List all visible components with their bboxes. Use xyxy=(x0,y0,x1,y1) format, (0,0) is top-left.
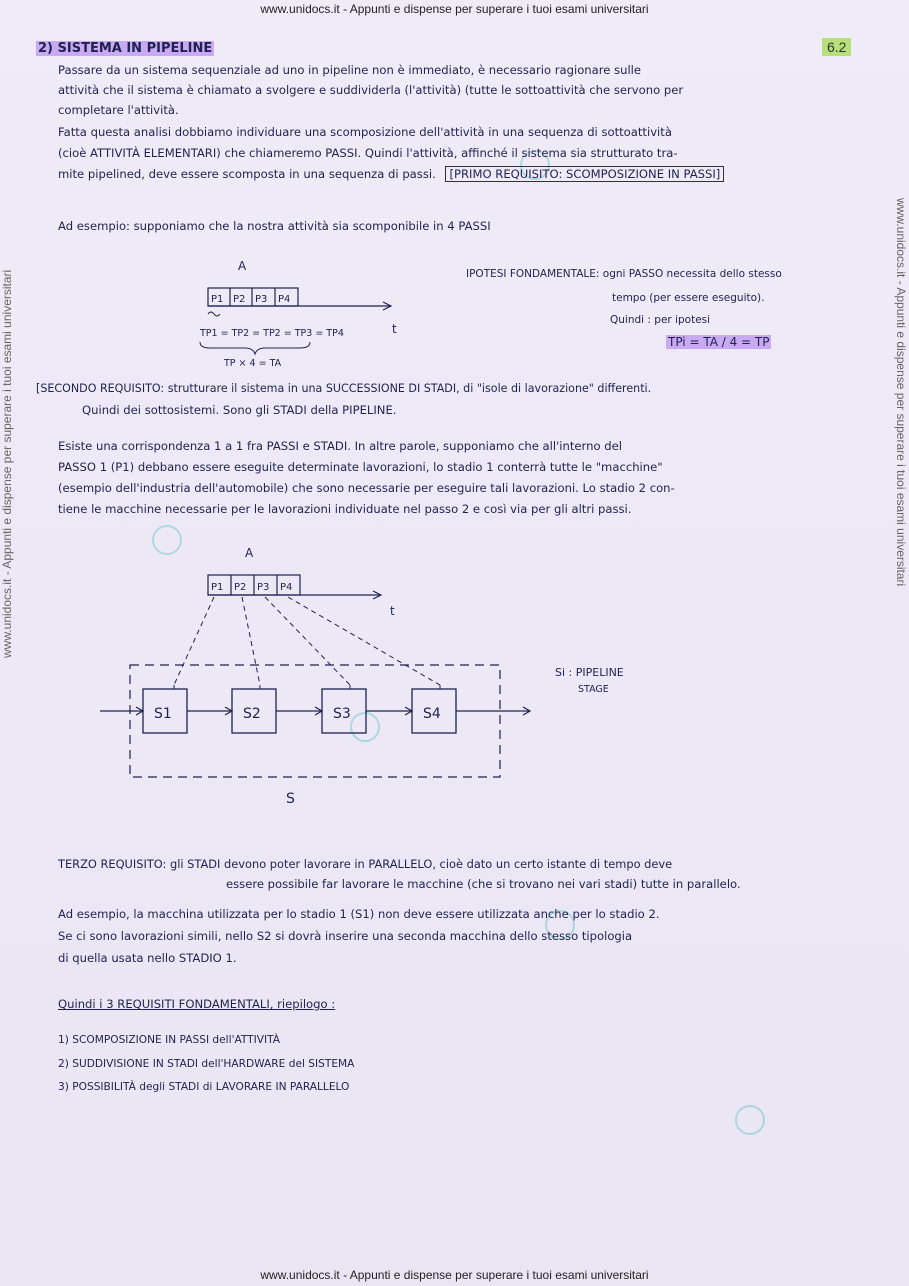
stage-label: S4 xyxy=(423,706,441,722)
summary-item-1: 1) SCOMPOSIZIONE IN PASSI dell'ATTIVITÀ xyxy=(58,1034,281,1046)
stage-label: S1 xyxy=(154,706,172,722)
activity-label: A xyxy=(238,259,247,273)
intro-line-3: completare l'attività. xyxy=(58,103,179,117)
parallel-example-line-3: di quella usata nello STADIO 1. xyxy=(58,951,237,965)
analysis-line-1: Fatta questa analisi dobbiamo individuare una scomposizione dell'attività in una sequenza di sottoattività xyxy=(58,125,672,139)
requirement3-line-2: essere possibile far lavorare le macchine (che si trovano nei vari stadi) tutte in parallelo. xyxy=(226,877,741,891)
correspondence-line-2: PASSO 1 (P1) debbano essere eseguite determinate lavorazioni, lo stadio 1 conterrà tutte le "macchine" xyxy=(58,460,663,474)
pass-label: P2 xyxy=(233,294,246,305)
section-title xyxy=(36,40,214,57)
system-label: S xyxy=(286,791,295,807)
summary-item-3: 3) POSSIBILITÀ degli STADI di LAVORARE IN PARALLELO xyxy=(58,1081,350,1093)
parallel-example-line-1: Ad esempio, la macchina utilizzata per lo stadio 1 (S1) non deve essere utilizzata anche per lo stadio 2. xyxy=(58,907,660,921)
equal-times-equation: TP1 = TP2 = TP2 = TP3 = TP4 xyxy=(200,328,344,339)
stage-note-line-2: STAGE xyxy=(578,684,609,695)
example-intro: Ad esempio: supponiamo che la nostra attività sia scomponibile in 4 PASSI xyxy=(58,219,491,233)
watermark-bottom[interactable]: www.unidocs.it - Appunti e dispense per superare i tuoi esami universitari xyxy=(260,1268,649,1282)
watermark-right: www.unidocs.it - Appunti e dispense per superare i tuoi esami universitari xyxy=(894,198,908,587)
activity-label: A xyxy=(245,546,254,560)
hypothesis-formula xyxy=(666,334,771,351)
requirement2-line-2: Quindi dei sottosistemi. Sono gli STADI della PIPELINE. xyxy=(82,403,397,417)
first-requirement: [PRIMO REQUISITO: SCOMPOSIZIONE IN PASSI] xyxy=(445,166,724,182)
watermark-left: www.unidocs.it - Appunti e dispense per superare i tuoi esami universitari xyxy=(0,269,14,658)
correspondence-line-4: tiene le macchine necessarie per le lavorazioni individuate nel passo 2 e così via per gli altri passi. xyxy=(58,502,632,516)
parallel-example-line-2: Se ci sono lavorazioni simili, nello S2 si dovrà inserire una seconda macchina dello stesso tipologia xyxy=(58,929,633,943)
correspondence-line-3: (esempio dell'industria dell'automobile) che sono necessarie per eseguire tali lavorazioni. Lo stadio 2 con- xyxy=(58,481,675,495)
hypothesis-formula-text: TPi = TA / 4 = TP xyxy=(668,335,770,349)
pass-label: P2 xyxy=(234,582,247,593)
pass-label: P3 xyxy=(255,294,268,305)
pass-label: P3 xyxy=(257,582,270,593)
stage-label: S3 xyxy=(333,706,351,722)
analysis-line-3 xyxy=(58,166,724,183)
hypothesis-line-3: Quindi : per ipotesi xyxy=(610,314,711,326)
pass-label: P1 xyxy=(211,582,224,593)
total-time-equation: TP × 4 = TA xyxy=(224,358,282,368)
intro-line-2: attività che il sistema è chiamato a svolgere e suddividerla (l'attività) (tutte le sottoattività che servono per xyxy=(58,83,684,97)
stage-note-line-1: Si : PIPELINE xyxy=(555,666,624,679)
pass-label: P4 xyxy=(278,294,291,305)
hypothesis-line-1: IPOTESI FONDAMENTALE: ogni PASSO necessita dello stesso xyxy=(466,268,782,280)
pass-label: P1 xyxy=(211,294,224,305)
page-number: 6.2 xyxy=(822,38,851,56)
requirement2-line-1: [SECONDO REQUISITO: strutturare il sistema in una SUCCESSIONE DI STADI, di "isole di lavorazione" differenti. xyxy=(36,382,652,395)
analysis-line-3-text: mite pipelined, deve essere scomposta in una sequenza di passi. xyxy=(58,167,436,181)
time-axis-label: t xyxy=(390,604,395,618)
unidocs-logo-icon xyxy=(735,1105,765,1135)
summary-title: Quindi i 3 REQUISITI FONDAMENTALI, riepilogo : xyxy=(58,997,336,1011)
hypothesis-line-2: tempo (per essere eseguito). xyxy=(612,292,765,304)
passes-diagram xyxy=(180,258,420,368)
pass-label: P4 xyxy=(280,582,293,593)
intro-line-1: Passare da un sistema sequenziale ad uno in pipeline non è immediato, è necessario ragionare sulle xyxy=(58,63,642,77)
stage-label: S2 xyxy=(243,706,261,722)
section-title-text: 2) SISTEMA IN PIPELINE xyxy=(38,41,213,56)
stages-diagram xyxy=(90,545,820,810)
watermark-top[interactable]: www.unidocs.it - Appunti e dispense per superare i tuoi esami universitari xyxy=(260,2,649,16)
correspondence-line-1: Esiste una corrispondenza 1 a 1 fra PASSI e STADI. In altre parole, supponiamo che all'interno del xyxy=(58,439,622,453)
summary-item-2: 2) SUDDIVISIONE IN STADI dell'HARDWARE del SISTEMA xyxy=(58,1058,355,1070)
time-axis-label: t xyxy=(392,322,397,336)
requirement3-line-1: TERZO REQUISITO: gli STADI devono poter lavorare in PARALLELO, cioè dato un certo istante di tempo deve xyxy=(58,857,673,871)
analysis-line-2: (cioè ATTIVITÀ ELEMENTARI) che chiameremo PASSI. Quindi l'attività, affinché il sistema sia strutturato tra- xyxy=(58,146,678,160)
